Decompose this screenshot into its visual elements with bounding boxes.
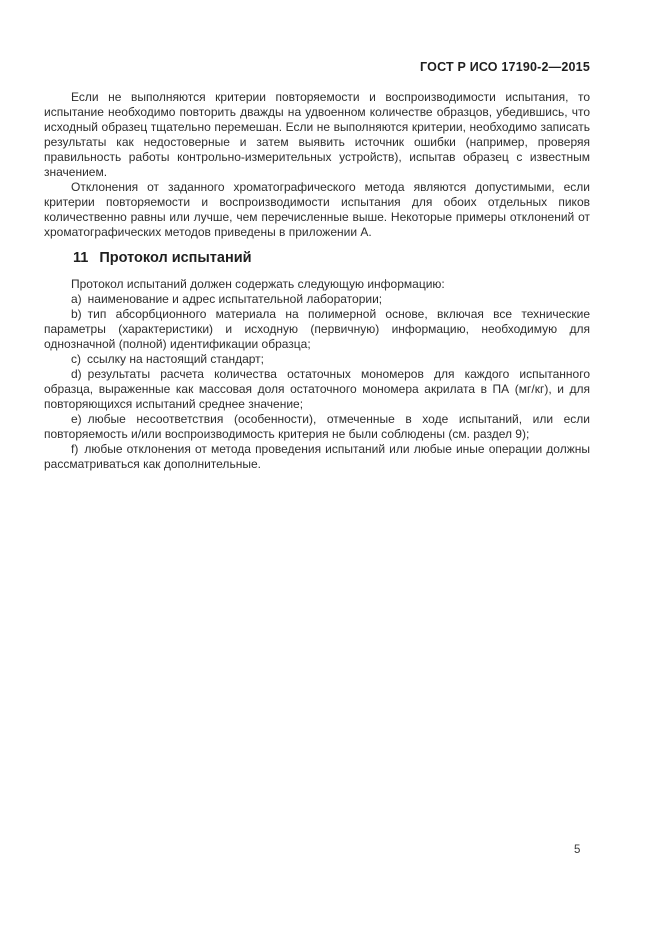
list-item-text: любые отклонения от метода проведения испытаний или любые иные операции должны рассматриваться как дополнительные. [44,442,590,471]
list-intro: Протокол испытаний должен содержать следующую информацию: [71,277,445,291]
section-heading [44,250,590,267]
list-item-label: e) [71,412,82,426]
list-item-label: f) [71,442,79,456]
list-item-text: наименование и адрес испытательной лаборатории; [87,292,383,306]
list-item-label: a) [71,292,82,306]
list-item-f [44,442,590,472]
list-item-text: результаты расчета количества остаточных мономеров для каждого испытанного образца, выраженные как массовая доля остаточного мономера акрилата в ПА (мг/кг), и для повторяющихся испытаний среднее значение; [44,367,590,411]
document-header-standard-code: ГОСТ Р ИСО 17190-2—2015 [420,60,590,74]
paragraph-chromatographic-deviations: Отклонения от заданного хроматографического метода являются допустимыми, если критерии повторяемости и воспроизводимости испытания для обоих отдельных пиков количественно равны или лучше, чем перечисленные выше. Некоторые примеры отклонений от хроматографических методов приведены в приложении А. [44,180,590,239]
list-item-d [44,367,590,412]
page-number: 5 [574,844,581,856]
page-content [44,60,590,472]
list-item-e [44,412,590,442]
list-item-label: b) [71,307,82,321]
paragraph-repeatability-criteria: Если не выполняются критерии повторяемости и воспроизводимости испытания, то испытание необходимо повторить дважды на удвоенном количестве образцов, убедившись, что исходный образец тщательно перемешан. Если не выполняются критерии, необходимо записать результаты как недостоверные и затем выявить источник ошибки (например, проверяя правильность работы контрольно-измерительных устройств), испытав образец с известным значением. [44,90,590,179]
requirements-list [44,292,590,472]
list-item-c [44,352,590,367]
list-item-text: тип абсорбционного материала на полимерной основе, включая все технические параметры (характеристики) и исходную (первичную) информацию, необходимую для однозначной (полной) идентификации образца; [44,307,590,351]
list-item-label: c) [71,352,81,366]
list-item-b [44,307,590,352]
list-item-text: любые несоответствия (особенности), отмеченные в ходе испытаний, или если повторяемость и/или воспроизводимость критерия не были соблюдены (см. раздел 9); [44,412,590,441]
section-title: Протокол испытаний [99,250,252,266]
section-number: 11 [73,250,89,266]
list-item-text: ссылку на настоящий стандарт; [87,352,265,366]
list-item-label: d) [71,367,82,381]
list-item-a [44,292,590,307]
